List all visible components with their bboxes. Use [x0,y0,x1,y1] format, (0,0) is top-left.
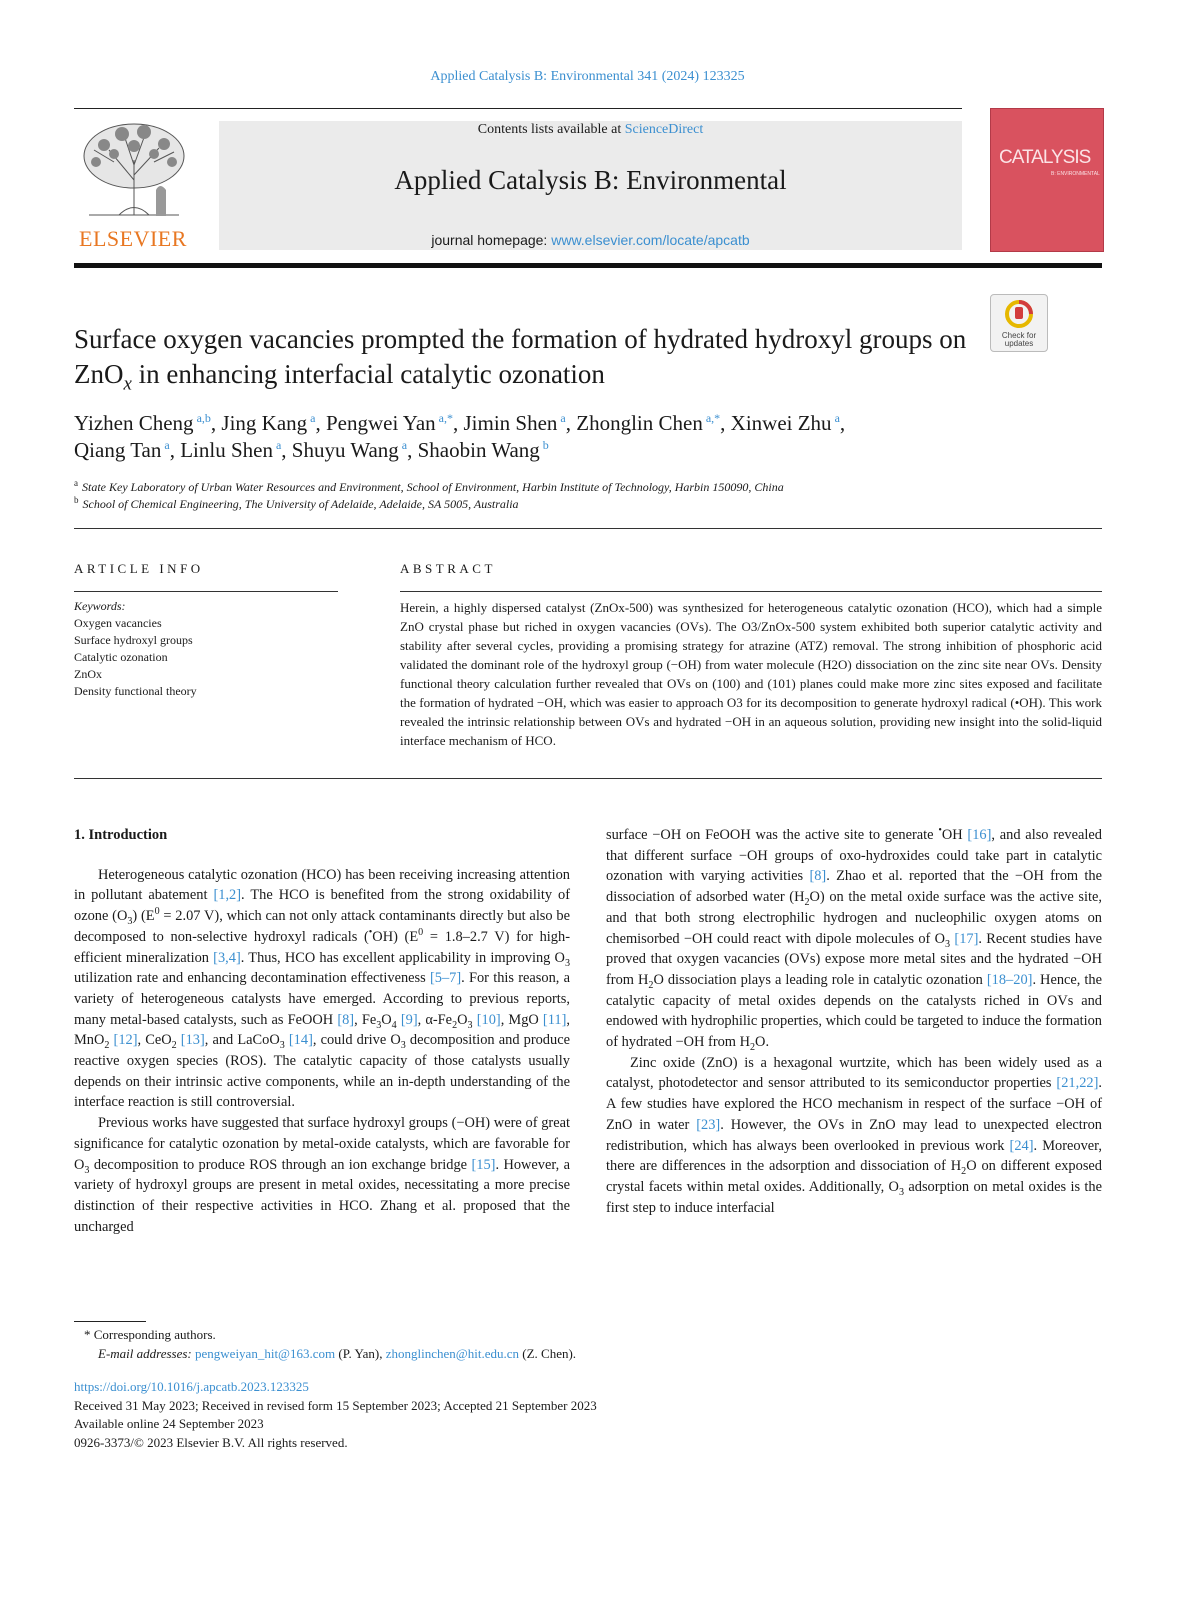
citation-link[interactable]: [24] [1009,1137,1034,1154]
available-online: Available online 24 September 2023 [74,1416,264,1431]
elsevier-logo [74,120,192,252]
author-list [74,410,1074,464]
author-affiliation-mark[interactable]: a [834,411,840,425]
author-separator: , [169,438,181,462]
author-name[interactable]: Linlu Shen [180,438,273,462]
author-name[interactable]: Jing Kang [221,411,308,435]
citation-link[interactable]: [10] [476,1011,501,1028]
citation-link[interactable]: [15] [471,1156,496,1173]
corresponding-authors-note: * Corresponding authors. [84,1327,216,1342]
homepage-prefix: journal homepage: [431,232,552,248]
keyword-item: ZnOx [74,667,102,681]
contents-line [219,122,962,138]
affiliation-mark: b [74,495,79,505]
keyword-item: Oxygen vacancies [74,616,162,630]
author-affiliation-mark[interactable]: a,* [705,411,721,425]
body-column-right [606,825,1102,1218]
citation-link[interactable]: [14] [288,1032,313,1049]
author-affiliation-mark[interactable]: a [164,438,170,452]
citation-link[interactable]: [18–20] [986,971,1033,988]
citation-link[interactable]: [8] [809,868,827,885]
email-line [84,1344,984,1363]
footnote-rule [74,1321,146,1322]
author-affiliation-mark[interactable]: a [401,438,408,452]
citation-link[interactable]: [13] [180,1032,205,1049]
author-name[interactable]: Jimin Shen [463,411,558,435]
author-separator: , [839,411,846,435]
journal-homepage [219,232,962,248]
author-affiliation-mark[interactable]: a [275,438,282,452]
corresponding-footnote [84,1325,984,1363]
copyright-line: 0926-3373/© 2023 Elsevier B.V. All rights reserved. [74,1434,348,1450]
keyword-item: Density functional theory [74,684,197,698]
keyword-item: Catalytic ozonation [74,650,168,664]
affiliation-rule [74,528,1102,529]
affiliation-item [74,479,1074,496]
author-separator: , [315,411,326,435]
citation-link[interactable]: [5–7] [429,970,462,987]
body-paragraph: Zinc oxide (ZnO) is a hexagonal wurtzite, which has been widely used as a catalyst, photodetector and sensor attributed to its semiconductor properties [21,22]. A few studies have explored the HCO mechanism in respect of the surface −OH of ZnO in water [23]. However, the OVs in ZnO may lead to unexpected electron redistribution, which has always been overlooked in previous work [24]. Moreover, there are differences in the adsorption and dissociation of $H_2O$ on different exposed crystal facets within metal oxides. Additionally, $O_3$ adsorption on metal oxides is the first step to induce interfacial [606,1054,1102,1216]
citation-link[interactable]: [21,22] [1056,1075,1099,1092]
email-who-2: (Z. Chen). [519,1346,577,1361]
author-name[interactable]: Xinwei Zhu [730,411,832,435]
author-separator: , [407,438,418,462]
author-name[interactable]: Pengwei Yan [325,411,436,435]
author-separator: , [452,411,464,435]
affiliations [74,479,1074,513]
cover-title: CATALYSIS [999,147,1091,168]
check-updates-line1: Check for [1001,331,1037,340]
abstract-rule [400,591,1102,592]
author-affiliation-mark[interactable]: a [310,411,316,425]
cover-subtitle: B: ENVIRONMENTAL [1051,171,1100,177]
header-top-rule [74,108,962,109]
author-name[interactable]: Shaobin Wang [417,438,540,462]
title-part2: in enhancing interfacial catalytic ozonation [131,359,605,389]
contents-prefix: Contents lists available at [477,122,625,137]
journal-reference[interactable]: Applied Catalysis B: Environmental 341 (2024) 123325 [430,69,745,84]
author-affiliation-mark[interactable]: a,* [438,411,453,425]
header-thick-rule [74,263,1102,268]
body-paragraph: Previous works have suggested that surface hydroxyl groups (−OH) were of great significance for catalytic ozonation by metal-oxide catalysts, which are favorable for $O_3$ decomposition to produce ROS through an ion exchange bridge [15]. However, a variety of hydroxyl groups are present in metal oxides, necessitating a more precise distinction of their respective activities in HCO. Zhang et al. proposed that the uncharged [74,1115,570,1235]
title-subscript: x [123,373,132,395]
affiliation-text: School of Chemical Engineering, The University of Adelaide, Adelaide, SA 5005, Australia [82,497,519,511]
body-paragraph: surface −OH on FeOOH was the active site to generate •OH [16], and also revealed that different surface −OH groups of oxo-hydroxides could take part in catalytic ozonation with varying activities [8]. Zhao et al. reported that the −OH from the dissociation of adsorbed water $(H_2O)$ on the metal oxide surface was the active site, and that both strong electrophilic hydrogen and nucleophilic oxygen atoms on chemisorbed −OH could react with dipole molecules of $O_3$ [17]. Recent studies have proved that oxygen vacancies (OVs) expose more metal sites and the hydrated −OH from $H_2O$ dissociation plays a leading role in catalytic ozonation [18–20]. Hence, the catalytic capacity of metal oxides depends on the catalysts riched in OVs and endowed with hydrophilic properties, which could be targeted to induce the formation of hydrated −OH from $H_2O$. [606,825,1102,1053]
abstract-heading: ABSTRACT [400,561,496,576]
doi-link[interactable]: https://doi.org/10.1016/j.apcatb.2023.123325 [74,1379,309,1394]
keywords-label: Keywords: [74,599,126,613]
citation-link[interactable]: [8] [337,1011,355,1028]
title-part1: Surface oxygen vacancies prompted the formation of hydrated hydroxyl groups on ZnO [74,324,967,389]
citation-link[interactable]: [3,4] [213,949,241,966]
affiliation-item [74,496,1074,513]
email-link-chen[interactable]: zhonglinchen@hit.edu.cn [385,1346,520,1361]
author-separator: , [720,411,731,435]
journal-cover-thumbnail[interactable] [990,108,1104,252]
author-affiliation-mark[interactable]: b [542,438,549,452]
author-name[interactable]: Yizhen Cheng [74,411,194,435]
author-name[interactable]: Shuyu Wang [291,438,399,462]
abstract-text: Herein, a highly dispersed catalyst (ZnOx-500) was synthesized for heterogeneous catalytic ozonation (HCO), which had a simple ZnO crystal phase but riched in oxygen vacancies (OVs). The O3/ZnOx-500 system exhibited both superior catalytic activity and stability after several cycles, providing a promising strategy for atrazine (ATZ) removal. The strong inhibition of phosphoric acid validated the dominant role of the hydroxyl group (−OH) from water molecule (H2O) dissociation on the zinc site near OVs. Density functional theory calculation further revealed that OVs on (100) and (101) planes could make more zinc sites exposed and facilitate the formation of hydrated −OH, which was easier to approach O3 for its decomposition to generate hydroxyl radical (•OH). This work revealed the intrinsic relationship between OVs and hydrated −OH in an aqueous solution, providing new insight into the solid-liquid interface mechanism of HCO. [400,600,1102,748]
check-updates-line2: updates [1004,339,1034,348]
journal-name: Applied Catalysis B: Environmental [394,165,787,195]
check-updates-icon [991,298,1047,332]
author-affiliation-mark[interactable]: a,b [196,411,211,425]
elsevier-wordmark: ELSEVIER [79,226,187,251]
body-column-left [74,825,570,1237]
check-for-updates-button[interactable] [990,294,1048,352]
affiliation-mark: a [74,478,78,488]
email-link-yan[interactable]: pengweiyan_hit@163.com [195,1346,336,1361]
author-separator: , [565,411,577,435]
citation-link[interactable]: [11] [542,1011,567,1028]
author-separator: , [281,438,292,462]
homepage-link[interactable]: www.elsevier.com/locate/apcatb [551,232,750,248]
check-updates-label [991,332,1047,348]
email-label: E-mail addresses: [98,1346,196,1361]
abstract-bottom-rule [74,778,1102,779]
keyword-item: Surface hydroxyl groups [74,633,193,647]
author-name[interactable]: Qiang Tan [74,438,162,462]
article-history: Received 31 May 2023; Received in revised form 15 September 2023; Accepted 21 September 2023 [74,1397,597,1413]
author-affiliation-mark[interactable]: a [560,411,566,425]
keywords-block [74,598,344,700]
elsevier-tree-icon [74,120,192,220]
affiliation-text: State Key Laboratory of Urban Water Resources and Environment, School of Environment, Harbin Institute of Technology, Harbin 150090, China [82,480,784,494]
article-metadata [74,1378,974,1452]
author-separator: , [210,411,222,435]
citation-link[interactable]: [1,2] [213,887,242,904]
citation-link[interactable]: [9] [400,1011,418,1028]
article-title [74,322,974,395]
article-info-heading: ARTICLE INFO [74,561,204,576]
citation-link[interactable]: [17] [954,930,979,947]
author-name[interactable]: Zhonglin Chen [576,411,703,435]
article-info-rule [74,591,338,592]
sciencedirect-link[interactable]: ScienceDirect [624,122,704,137]
section-heading-introduction: 1. Introduction [74,827,168,843]
citation-link[interactable]: [16] [967,827,992,843]
body-paragraph: Heterogeneous catalytic ozonation (HCO) has been receiving increasing attention in pollutant abatement [1,2]. The HCO is benefited from the strong oxidability of ozone $(O_3) (E^0 = 2.07$ V), which can not only attack contaminants directly but also be decomposed to non-selective hydroxyl radicals (•OH) ($E^0 = 1.8-2.7$ V) for high-efficient mineralization [3,4]. Thus, HCO has excellent applicability in improving $O_3$ utilization rate and enhancing decontamination effectiveness [5–7]. For this reason, a variety of heterogeneous catalysts have emerged. According to previous reports, many metal-based catalysts, such as FeOOH [8], $Fe_3O_4$ [9], $\alpha-Fe_2O_3$ [10], MgO [11], MnO$_2$ [12], CeO$_2$ [13], and LaCoO$_3$ [14], could drive $O_3$ decomposition and produce reactive oxygen species (ROS). The catalytic capacity of those catalysts usually depends on their intrinsic active components, while an in-depth understanding of the interface reaction is still controversial. [74,866,571,1111]
email-who-1: (P. Yan), [335,1346,386,1361]
citation-link[interactable]: [23] [696,1116,721,1133]
citation-link[interactable]: [12] [113,1032,138,1049]
